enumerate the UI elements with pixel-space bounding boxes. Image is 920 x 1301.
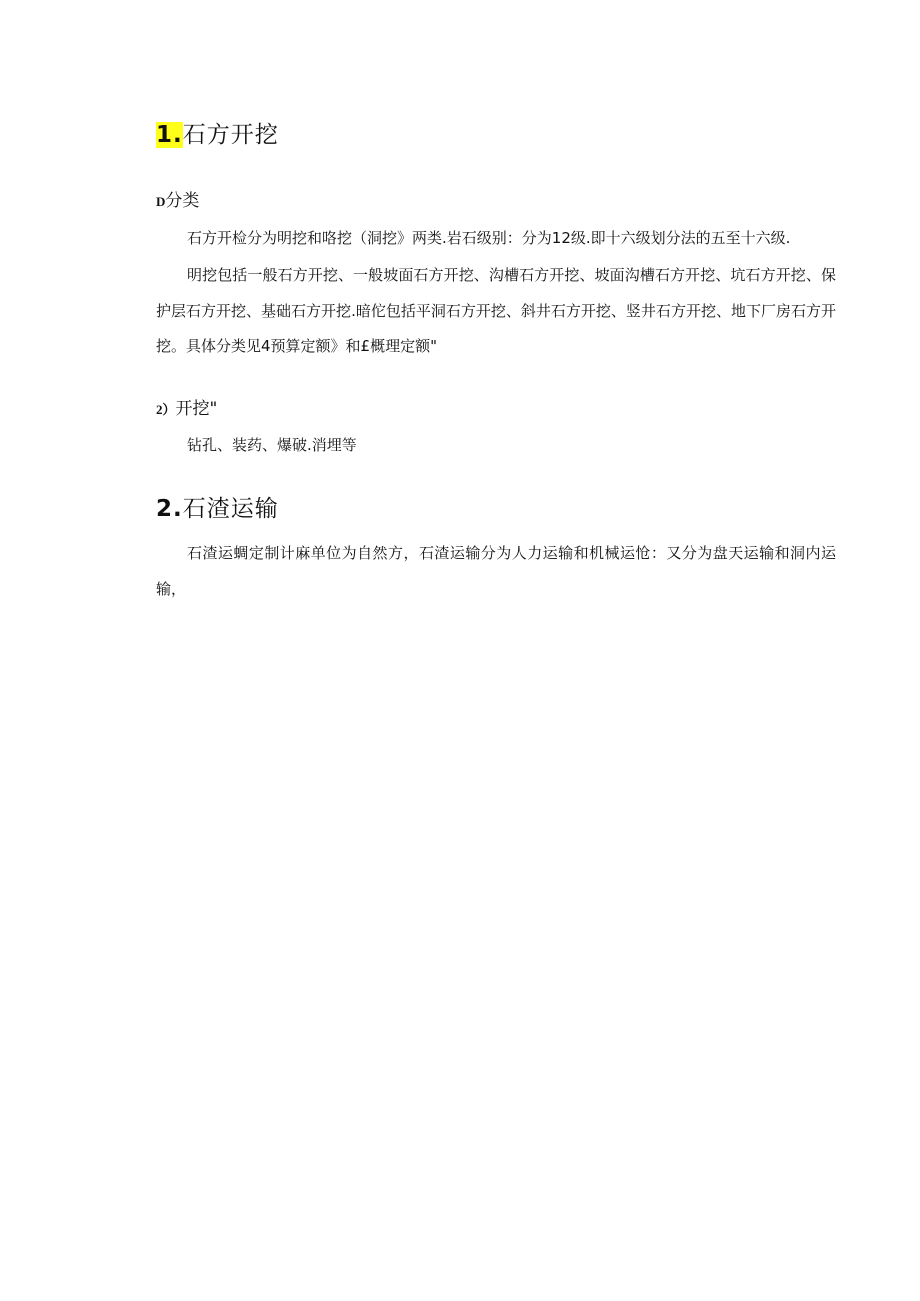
section-2-number: 2. <box>156 496 183 522</box>
section-1-number: 1. <box>156 122 183 148</box>
subsection-1-number: D <box>156 194 166 209</box>
paragraph-excavation-steps: 钻孔、装药、爆破.消埋等 <box>187 436 357 454</box>
subsection-2-title: 开挖" <box>175 399 218 419</box>
section-2-title: 石渣运输 <box>182 496 279 522</box>
section-1-heading <box>156 120 279 150</box>
paragraph-rock-classification: 石方开检分为明挖和咯挖（洞挖》两类.岩石级别：分为12级.即十六级划分法的五至十六级. <box>187 229 791 247</box>
section-1-title: 石方开挖 <box>182 122 279 148</box>
subsection-1-title: 分类 <box>165 191 200 211</box>
paragraph-excavation-types: 明挖包括一般石方开挖、一般坡面石方开挖、沟槽石方开挖、坡面沟槽石方开挖、坑石方开挖、保护层石方开挖、基础石方开挖.暗佗包括平洞石方开挖、斜井石方开挖、竖井石方开挖、地下厂房石方开挖。具体分类见4预算定额》和£概理定额" <box>156 266 836 355</box>
subsection-2-heading <box>156 398 217 421</box>
subsection-2-number: 2） <box>156 402 176 417</box>
subsection-1-heading <box>156 190 199 213</box>
section-2-heading <box>156 494 279 524</box>
paragraph-debris-transport: 石渣运蜩定制计麻单位为自然方，石渣运输分为人力运输和机械运怆：又分为盘天运输和洞内运输， <box>156 544 836 598</box>
